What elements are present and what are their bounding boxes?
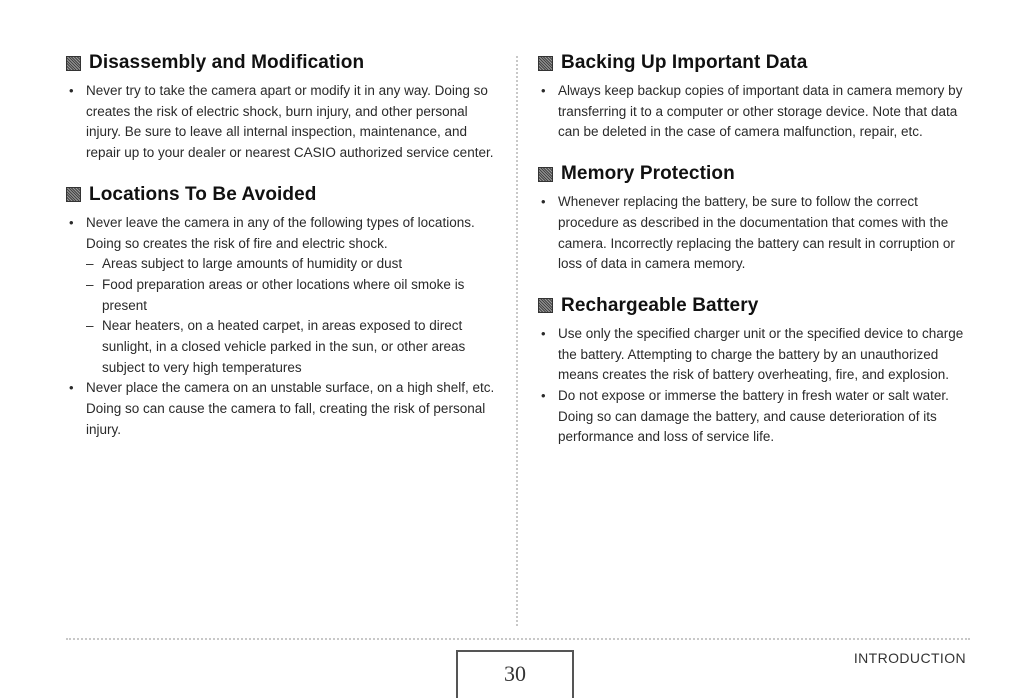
section-heading [538, 163, 970, 185]
page-number: 30 [456, 650, 574, 698]
section-heading [538, 52, 970, 74]
bullet-item: • Never place the camera on an unstable surface, on a high shelf, etc. Doing so can cause the camera to fall, creating the risk of personal injury. [66, 378, 498, 440]
square-bullet-icon [66, 56, 81, 71]
section-title: Backing Up Important Data [561, 52, 808, 73]
left-column [66, 52, 498, 461]
right-column [538, 52, 970, 468]
square-bullet-icon [538, 298, 553, 313]
bullet-item: • Do not expose or immerse the battery in fresh water or salt water. Doing so can damage the battery, and cause deterioration of its performance and loss of service life. [538, 386, 970, 448]
dash-item: – Food preparation areas or other locations where oil smoke is present [86, 275, 498, 316]
bullet-item: • Never try to take the camera apart or modify it in any way. Doing so creates the risk of electric shock, burn injury, and other personal injury. Be sure to leave all internal inspection, maintenance, and repair up to your dealer or nearest CASIO authorized service center. [66, 81, 498, 164]
bullet-item: • Use only the specified charger unit or the specified device to charge the battery. Attempting to charge the battery by an unauthorized means creates the risk of battery overheating, fire, and explosion. [538, 324, 970, 386]
section-title: Locations To Be Avoided [89, 183, 317, 205]
section-title: Rechargeable Battery [561, 294, 759, 316]
square-bullet-icon [66, 187, 81, 202]
footer-rule [66, 638, 970, 640]
column-divider [516, 56, 518, 626]
section-heading [538, 295, 970, 317]
section-heading [66, 184, 498, 206]
square-bullet-icon [538, 56, 553, 71]
section-rechargeable-battery [538, 295, 970, 448]
dash-item: – Near heaters, on a heated carpet, in areas exposed to direct sunlight, in a closed vehicle parked in the sun, or other areas subject to very high temperatures [86, 316, 498, 378]
dash-item: – Areas subject to large amounts of humidity or dust [86, 254, 498, 275]
section-title: Disassembly and Modification [89, 52, 365, 73]
section-label: INTRODUCTION [853, 650, 966, 666]
bullet-item: • Whenever replacing the battery, be sure to follow the correct procedure as described in the documentation that comes with the camera. Incorrectly replacing the battery can result in corruption or loss of data in camera memory. [538, 192, 970, 275]
section-title: Memory Protection [561, 163, 735, 185]
section-memory-protection [538, 163, 970, 275]
square-bullet-icon [538, 167, 553, 182]
section-locations [66, 184, 498, 441]
bullet-text: Never leave the camera in any of the following types of locations. Doing so creates the risk of fire and electric shock. [86, 214, 475, 251]
section-heading [66, 52, 498, 74]
bullet-item: • Always keep backup copies of important data in camera memory by transferring it to a computer or other storage device. Note that data can be deleted in the case of camera malfunction, repair, etc. [538, 81, 970, 143]
section-backup [538, 52, 970, 143]
section-disassembly [66, 52, 498, 164]
bullet-item [66, 213, 498, 379]
